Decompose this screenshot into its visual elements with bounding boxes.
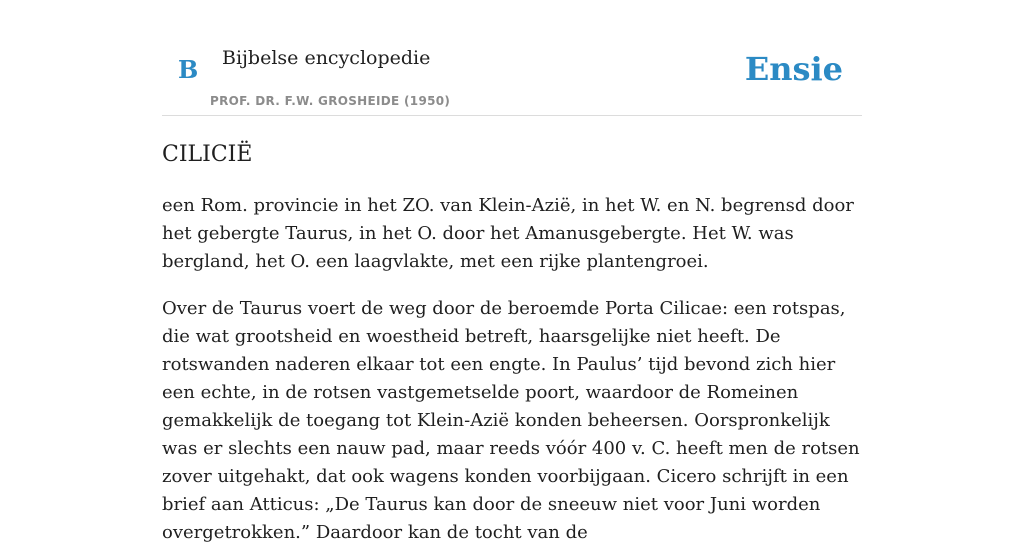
page-header xyxy=(162,0,862,116)
brand-logo[interactable]: Ensie xyxy=(744,50,843,88)
article xyxy=(162,138,862,547)
book-author[interactable]: PROF. DR. F.W. GROSHEIDE (1950) xyxy=(210,94,451,108)
article-paragraph: een Rom. provincie in het ZO. van Klein-Azië, in het W. en N. begrensd door het gebergte Taurus, in het O. door het Amanusgebergte. Het W. was bergland, het O. een laagvlakte, met een rijke plantengroei. xyxy=(162,195,854,272)
book-title[interactable]: Bijbelse encyclopedie xyxy=(222,47,431,69)
article-title: CILICIË xyxy=(162,142,253,167)
book-icon[interactable]: B xyxy=(178,55,199,84)
article-paragraph: Over de Taurus voert de weg door de beroemde Porta Cilicae: een rotspas, die wat grootsheid en woestheid betreft, haarsgelijke niet heeft. De rotswanden naderen elkaar tot een engte. In Paulus’ tijd bevond zich hier een echte, in de rotsen vastgemetselde poort, waardoor de Romeinen gemakkelijk de toegang tot Klein-Azië konden beheersen. Oorspronkelijk was er slechts een nauw pad, maar reeds vóór 400 v. C. heeft men de rotsen zover uitgehakt, dat ook wagens konden voorbijgaan. Cicero schrijft in een brief aan Atticus: „De Taurus kan door de sneeuw niet voor Juni worden overgetrokken.” Daardoor kan de tocht van de xyxy=(162,298,860,543)
